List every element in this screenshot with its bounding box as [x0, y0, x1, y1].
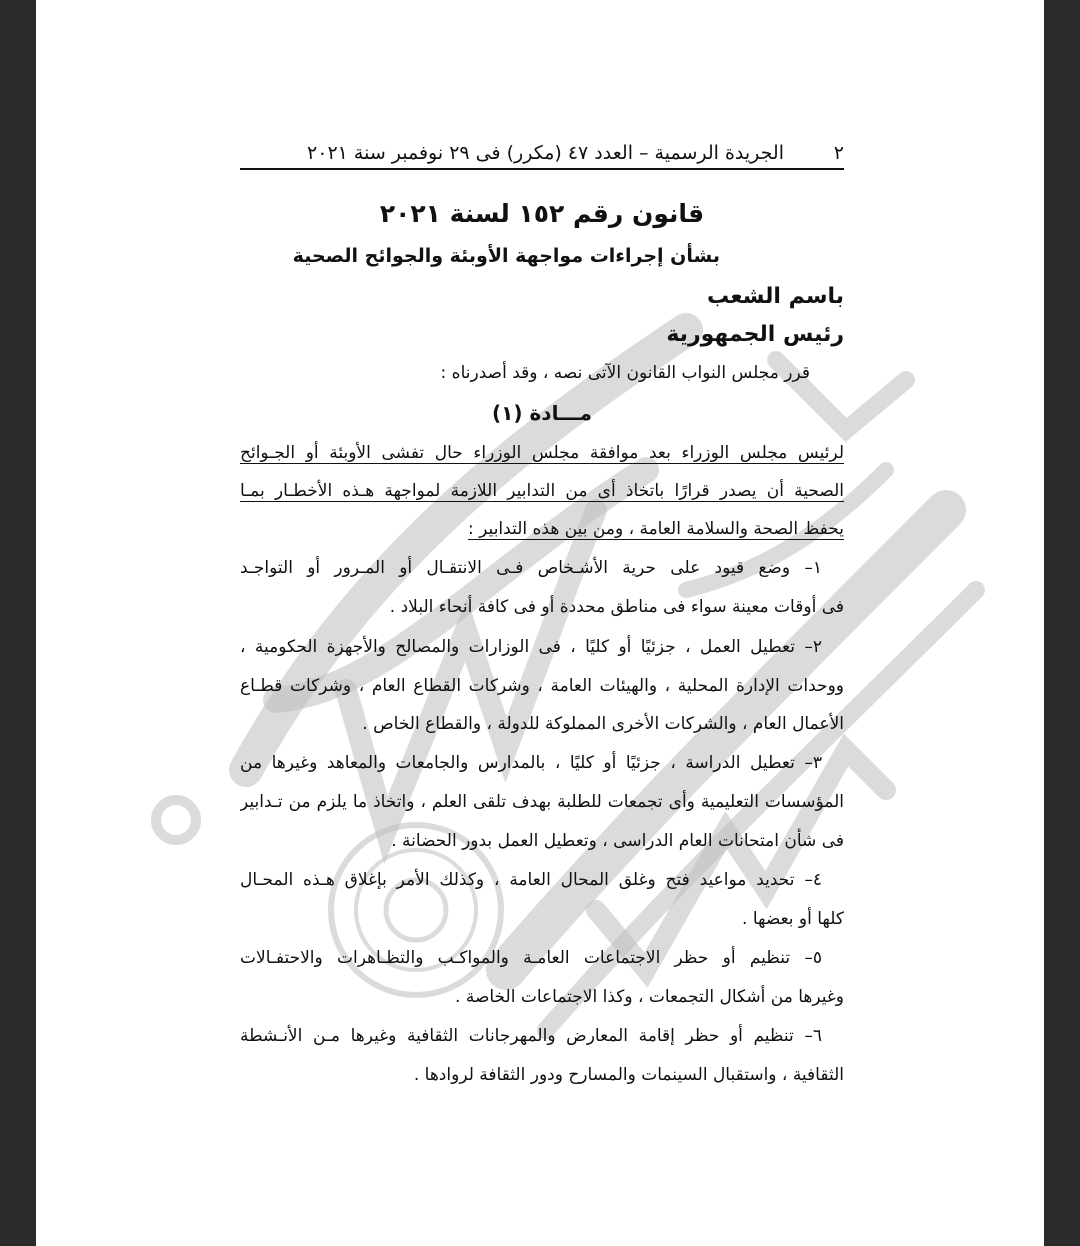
- body-line: ٥– تنظيم أو حظر الاجتماعات العامـة والمواكـب والتظـاهرات والاحتفـالات: [240, 948, 822, 968]
- president-heading: رئيس الجمهورية: [666, 322, 844, 347]
- body-line: الأعمال العام ، والشركات الأخرى المملوكة للدولة ، والقطاع الخاص .: [362, 714, 844, 734]
- law-title: قانون رقم ١٥٢ لسنة ٢٠٢١: [379, 199, 705, 228]
- body-line: وغيرها من أشكال التجمعات ، وكذا الاجتماعات الخاصة .: [455, 987, 844, 1007]
- body-line: ١– وضع قيود على حرية الأشـخاص فـى الانتقـال أو المـرور أو التواجـد: [240, 558, 822, 578]
- body-line: ٣– تعطيل الدراسة ، جزئيًا أو كليًا ، بالمدارس والجامعات والمعاهد وغيرها من: [240, 753, 822, 773]
- viewer-edge: [1044, 0, 1080, 1246]
- body-line: ٦– تنظيم أو حظر إقامة المعارض والمهرجانات الثقافية وغيرها مـن الأنـشطة: [240, 1026, 822, 1046]
- body-line: فى شأن امتحانات العام الدراسى ، وتعطيل العمل بدور الحضانة .: [391, 831, 844, 851]
- body-line: الصحية أن يصدر قرارًا باتخاذ أى من التدابير اللازمة لمواجهة هـذه الأخطـار بمـا: [240, 481, 844, 501]
- law-subtitle: بشأن إجراءات مواجهة الأوبئة والجوائح الصحية: [292, 245, 720, 267]
- body-line: لرئيس مجلس الوزراء بعد موافقة مجلس الوزراء حال تفشى الأوبئة أو الجـوائح: [240, 443, 844, 463]
- body-line: ووحدات الإدارة المحلية ، والهيئات العامة ، وشركات القطاع العام ، وشركات قطـاع: [240, 676, 844, 696]
- body-line: المؤسسات التعليمية وأى تجمعات للطلبة بهدف تلقى العلم ، واتخاذ ما يلزم من تـدابير: [240, 792, 844, 812]
- body-line: ٤– تحديد مواعيد فتح وغلق المحال العامة ، وكذلك الأمر بإغلاق هـذه المحـال: [240, 870, 822, 890]
- body-line: فى أوقات معينة سواء فى مناطق محددة أو فى كافة أنحاء البلاد .: [389, 597, 844, 617]
- preamble-text: قرر مجلس النواب القانون الآتى نصه ، وقد أصدرناه :: [440, 363, 810, 383]
- article-title: مـــادة (١): [492, 401, 592, 425]
- document-page: [36, 0, 1044, 1246]
- body-line: ٢– تعطيل العمل ، جزئيًا أو كليًا ، فى الوزارات والمصالح والأجهزة الحكومية ،: [240, 637, 822, 657]
- name-of-people-heading: باسم الشعب: [707, 284, 844, 309]
- body-line: الثقافية ، واستقبال السينمات والمسارح ودور الثقافة لروادها .: [413, 1065, 844, 1085]
- gazette-header: [240, 138, 844, 170]
- header-text: الجريدة الرسمية – العدد ٤٧ (مكرر) فى ٢٩ نوفمبر سنة ٢٠٢١: [307, 142, 784, 164]
- body-line: كلها أو بعضها .: [742, 909, 844, 929]
- page-number: ٢: [833, 142, 844, 164]
- body-line: يحفظ الصحة والسلامة العامة ، ومن بين هذه التدابير :: [468, 519, 844, 539]
